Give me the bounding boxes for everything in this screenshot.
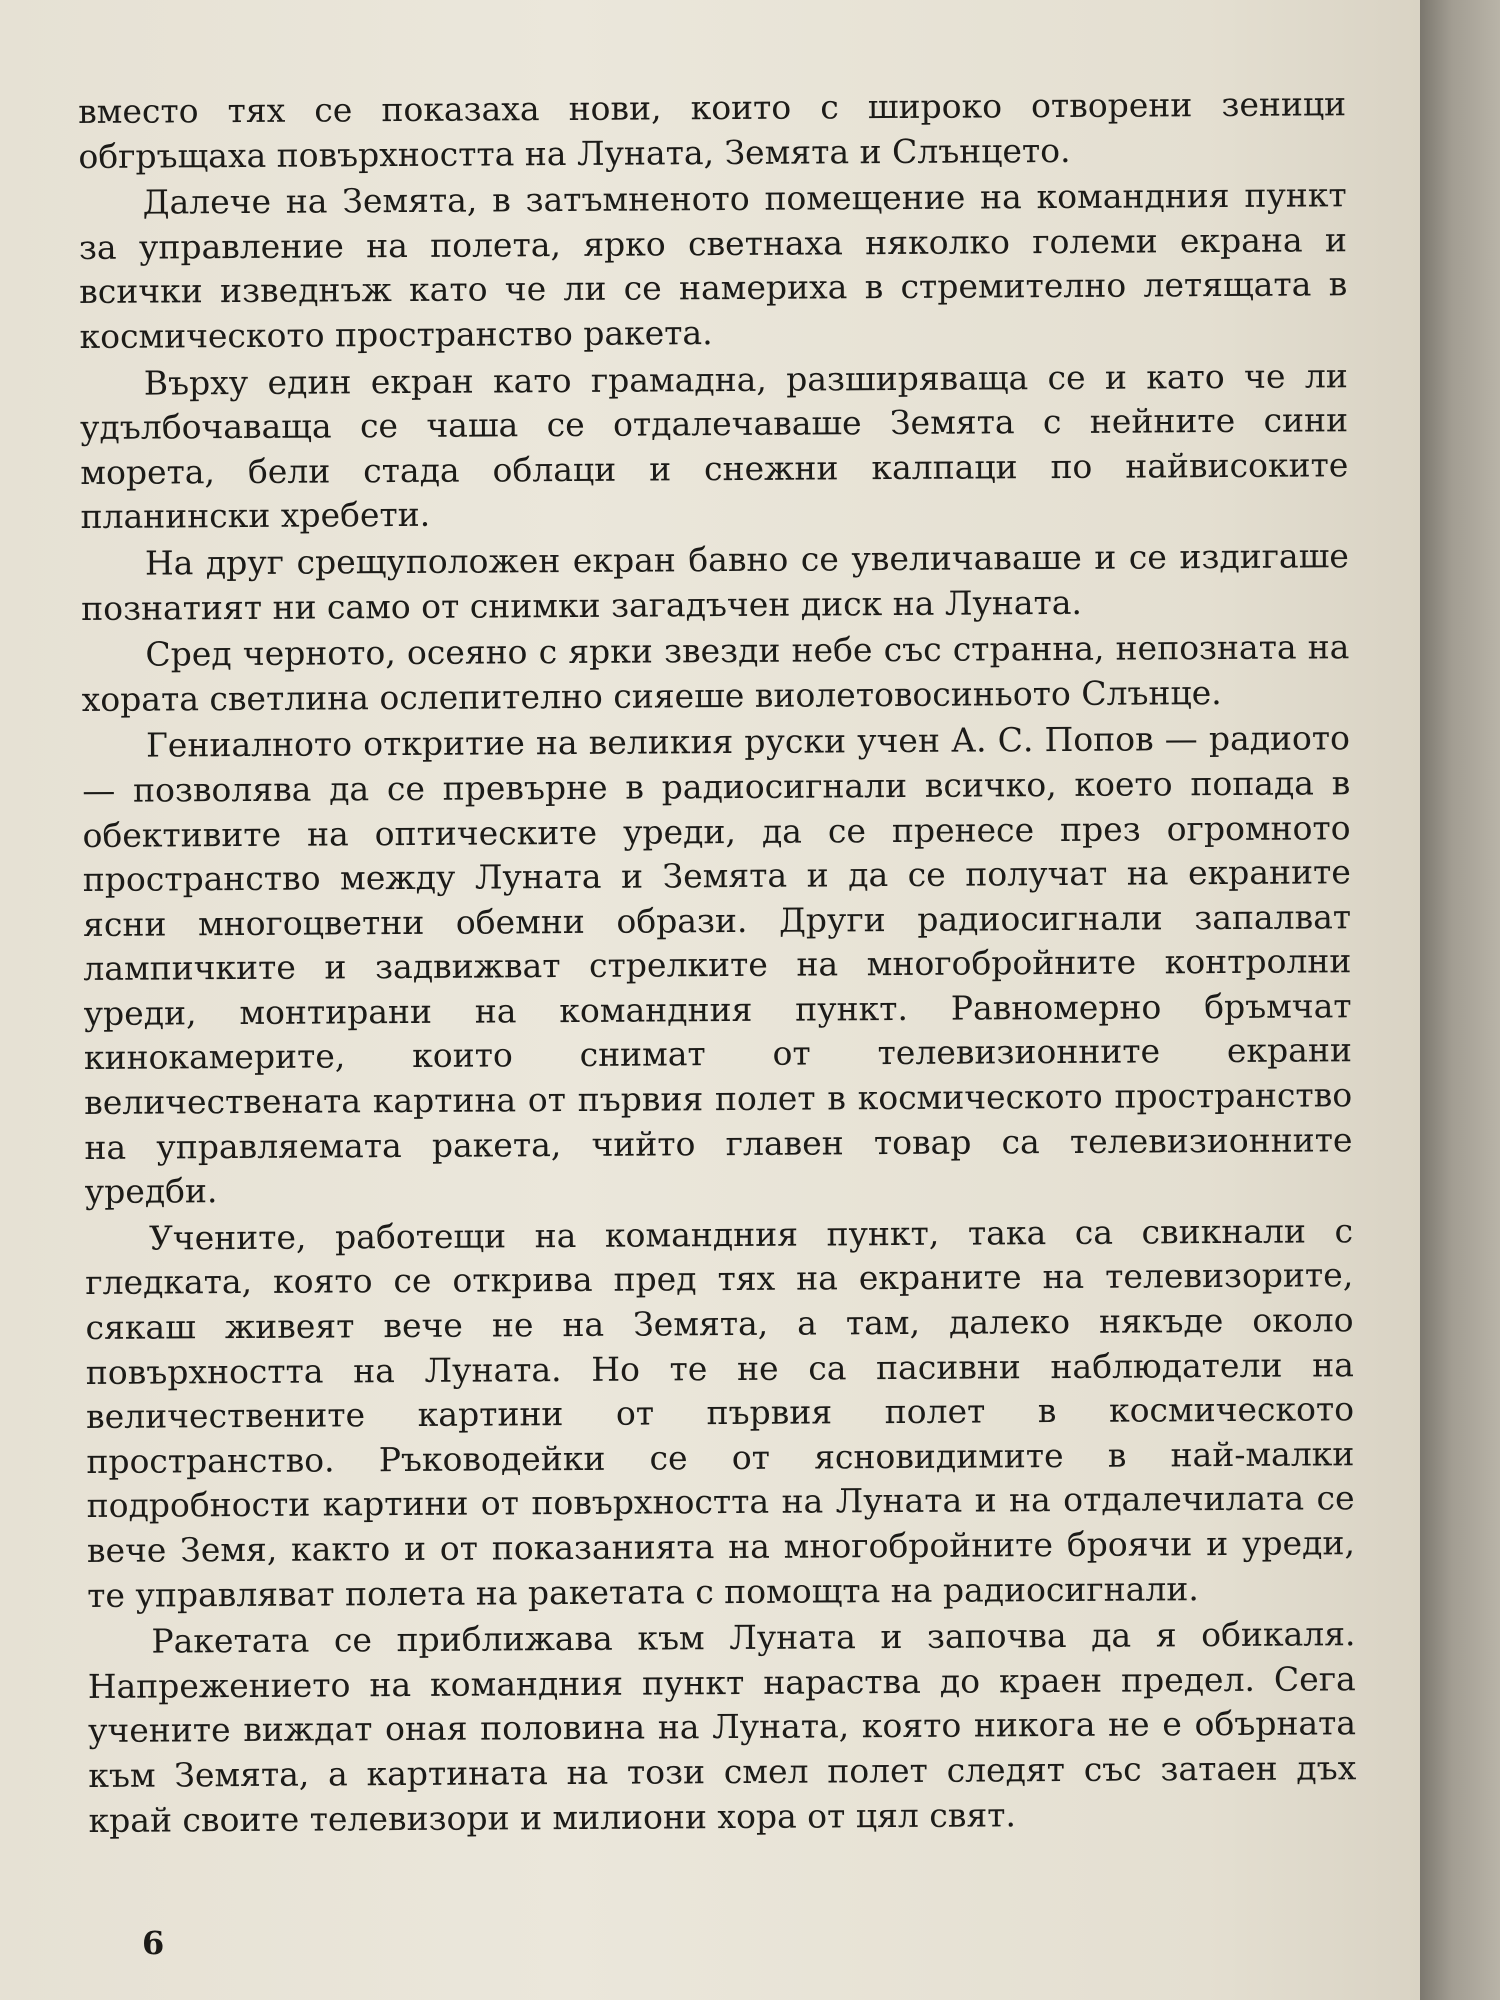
paragraph-7: Учените, работещи на командния пункт, така са свикнали с гледката, която се открива пред тях на екраните на телевизорите, сякаш живеят вече не на Земята, а там, далеко някъде около повърхността на Луната. Но те не са пасивни наблюдатели на величествените картини от първия полет в космическото пространство. Ръководейки се от ясновидимите в най-малки подробности картини от повърхността на Луната и на отдалечилата се вече Земя, както и от показанията на многобройните броячи и уреди, те управляват полета на ракетата с помощта на радиосигнали. (85, 1211, 1356, 1615)
paragraph-3: Върху един екран като грамадна, разширяваща се и като че ли удълбочаваща се чаша се отдалечаваше Земята с нейните сини морета, бели стада облаци и снежни калпаци по найвисоките планински хребети. (79, 355, 1349, 537)
paragraph-8: Ракетата се приближава към Луната и започва да я обикаля. Напрежението на командния пункт нараства до краен предел. Сега учените виждат оная половина на Луната, която никога не е обърната към Земята, а картината на този смел полет следят със затаен дъх край своите телевизори и милиони хора от цял свят. (87, 1614, 1357, 1840)
paragraph-5: Сред черното, осеяно с ярки звезди небе със странна, непозната на хората светлина ослепително сияеше виолетовосиньото Слънце. (81, 627, 1350, 719)
page-edge-shadow (1420, 0, 1500, 2000)
paragraph-6: Гениалното откритие на великия руски учен А. С. Попов — радиото — позволява да се превърне в радиосигнали всичко, което попада в обективите на оптическите уреди, да се пренесе през огромното пространство между Луната и Земята и да се получат на екраните ясни многоцветни обемни образи. Други радиосигнали запалват лампичките и задвижват стрелките на многобройните контролни уреди, монтирани на командния пункт. Равномерно бръмчат кинокамерите, които снимат от телевизионните екрани величествената картина от първия полет в космическото пространство на управляемата ракета, чийто главен товар са телевизионните уредби. (82, 718, 1353, 1212)
paragraph-1: вместо тях се показаха нови, които с широко отворени зеници обгръщаха повърхността на Луната, Земята и Слънцето. (78, 84, 1347, 176)
body-text (78, 82, 1357, 1845)
paragraph-4: На друг срещуположен екран бавно се увеличаваше и се издигаше познатият ни само от снимки загадъчен диск на Луната. (81, 536, 1349, 628)
paragraph-2: Далече на Земята, в затъмненото помещение на командния пункт за управление на полета, ярко светнаха няколко големи екрана и всички изведнъж като че ли се намериха в стремително летящата в космическото пространство ракета. (78, 175, 1348, 356)
page-number: 6 (142, 1924, 165, 1962)
